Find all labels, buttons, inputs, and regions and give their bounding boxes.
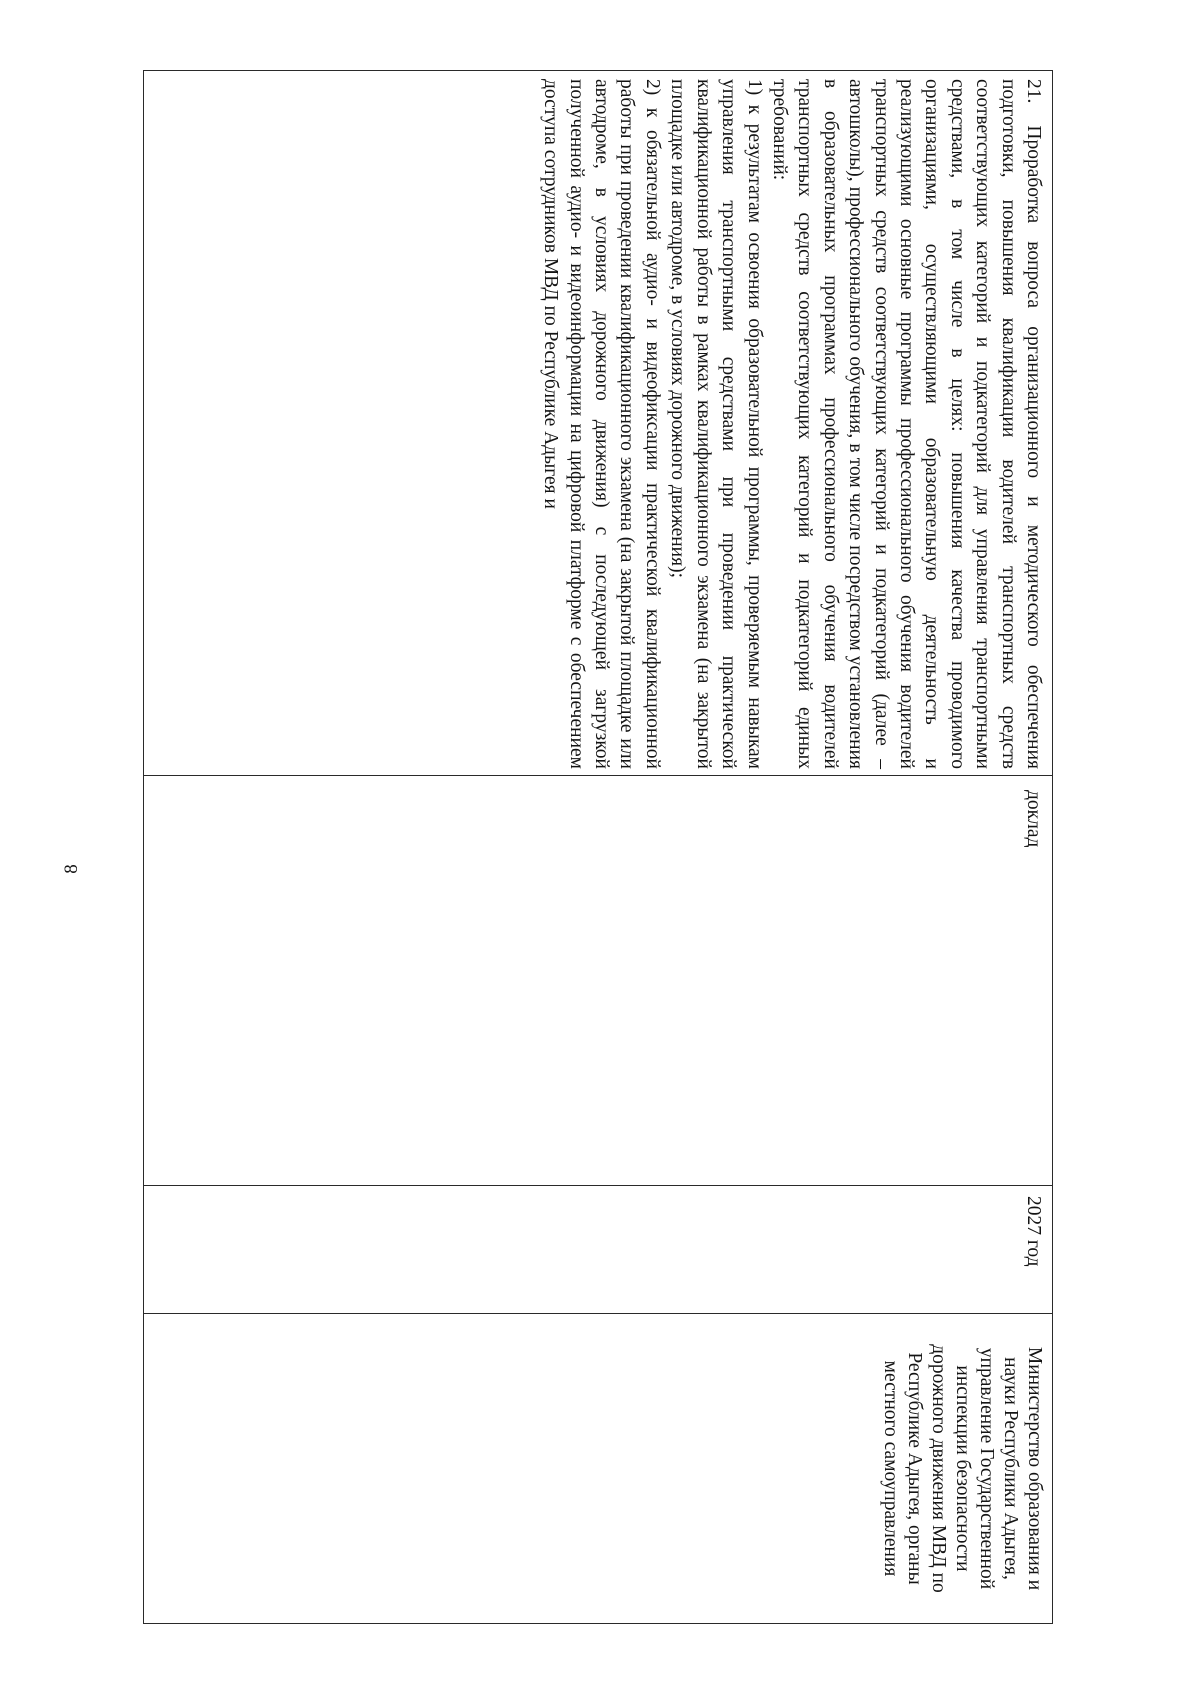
rotated-page-content: [143, 70, 1053, 1623]
task-intro-text: Проработка вопроса организационного и методического обеспечения подготовки, повышения квалификации водителей транспортных средств соответствующих категорий и подкатегорий для управления транспортными средствами, в том числе в целях: повышения качества проводимого организациями, осуществляющими образовательную деятельность и реализующими основные программы профессионального обучения водителей транспортных средств соответствующих категорий и подкатегорий (далее – автошколы), профессионального обучения, в том числе посредством установления в образовательных программах профессионального обучения водителей транспортных средств соответствующих категорий и подкатегорий единых требований:: [768, 79, 1044, 769]
requirement-2: 2) к обязательной аудио- и видеофиксации практической квалификационной работы при проведении квалификационного экзамена (на закрытой площадке или автодроме, в условиях дорожного движения) с последующей загрузкой полученной аудио- и видеоинформации на цифровой платформе с обеспечением доступа сотрудников МВД по Республике Адыгея и: [540, 79, 663, 769]
table-row: [144, 71, 1053, 1624]
task-number: 21.: [1023, 79, 1044, 104]
page-number: 8: [61, 864, 82, 874]
task-intro-paragraph: [767, 79, 1046, 769]
task-description-cell: [144, 71, 1053, 776]
responsible-executors-cell: Министерство образования и науки Республики Адыгея, управление Государственной инспекции безопасности дорожного движения МВД по Республике Адыгея, органы местного самоуправления: [144, 1314, 1053, 1624]
action-plan-table: [143, 70, 1053, 1624]
requirement-1: 1) к результатам освоения образовательной программы, проверяемым навыкам управления транспортными средствами при проведении практической квалификационной работы в рамках квалификационного экзамена (на закрытой площадке или автодроме, в условиях дорожного движения);: [667, 79, 765, 769]
completion-form-cell: доклад: [144, 776, 1053, 1186]
deadline-cell: 2027 год: [144, 1186, 1053, 1314]
